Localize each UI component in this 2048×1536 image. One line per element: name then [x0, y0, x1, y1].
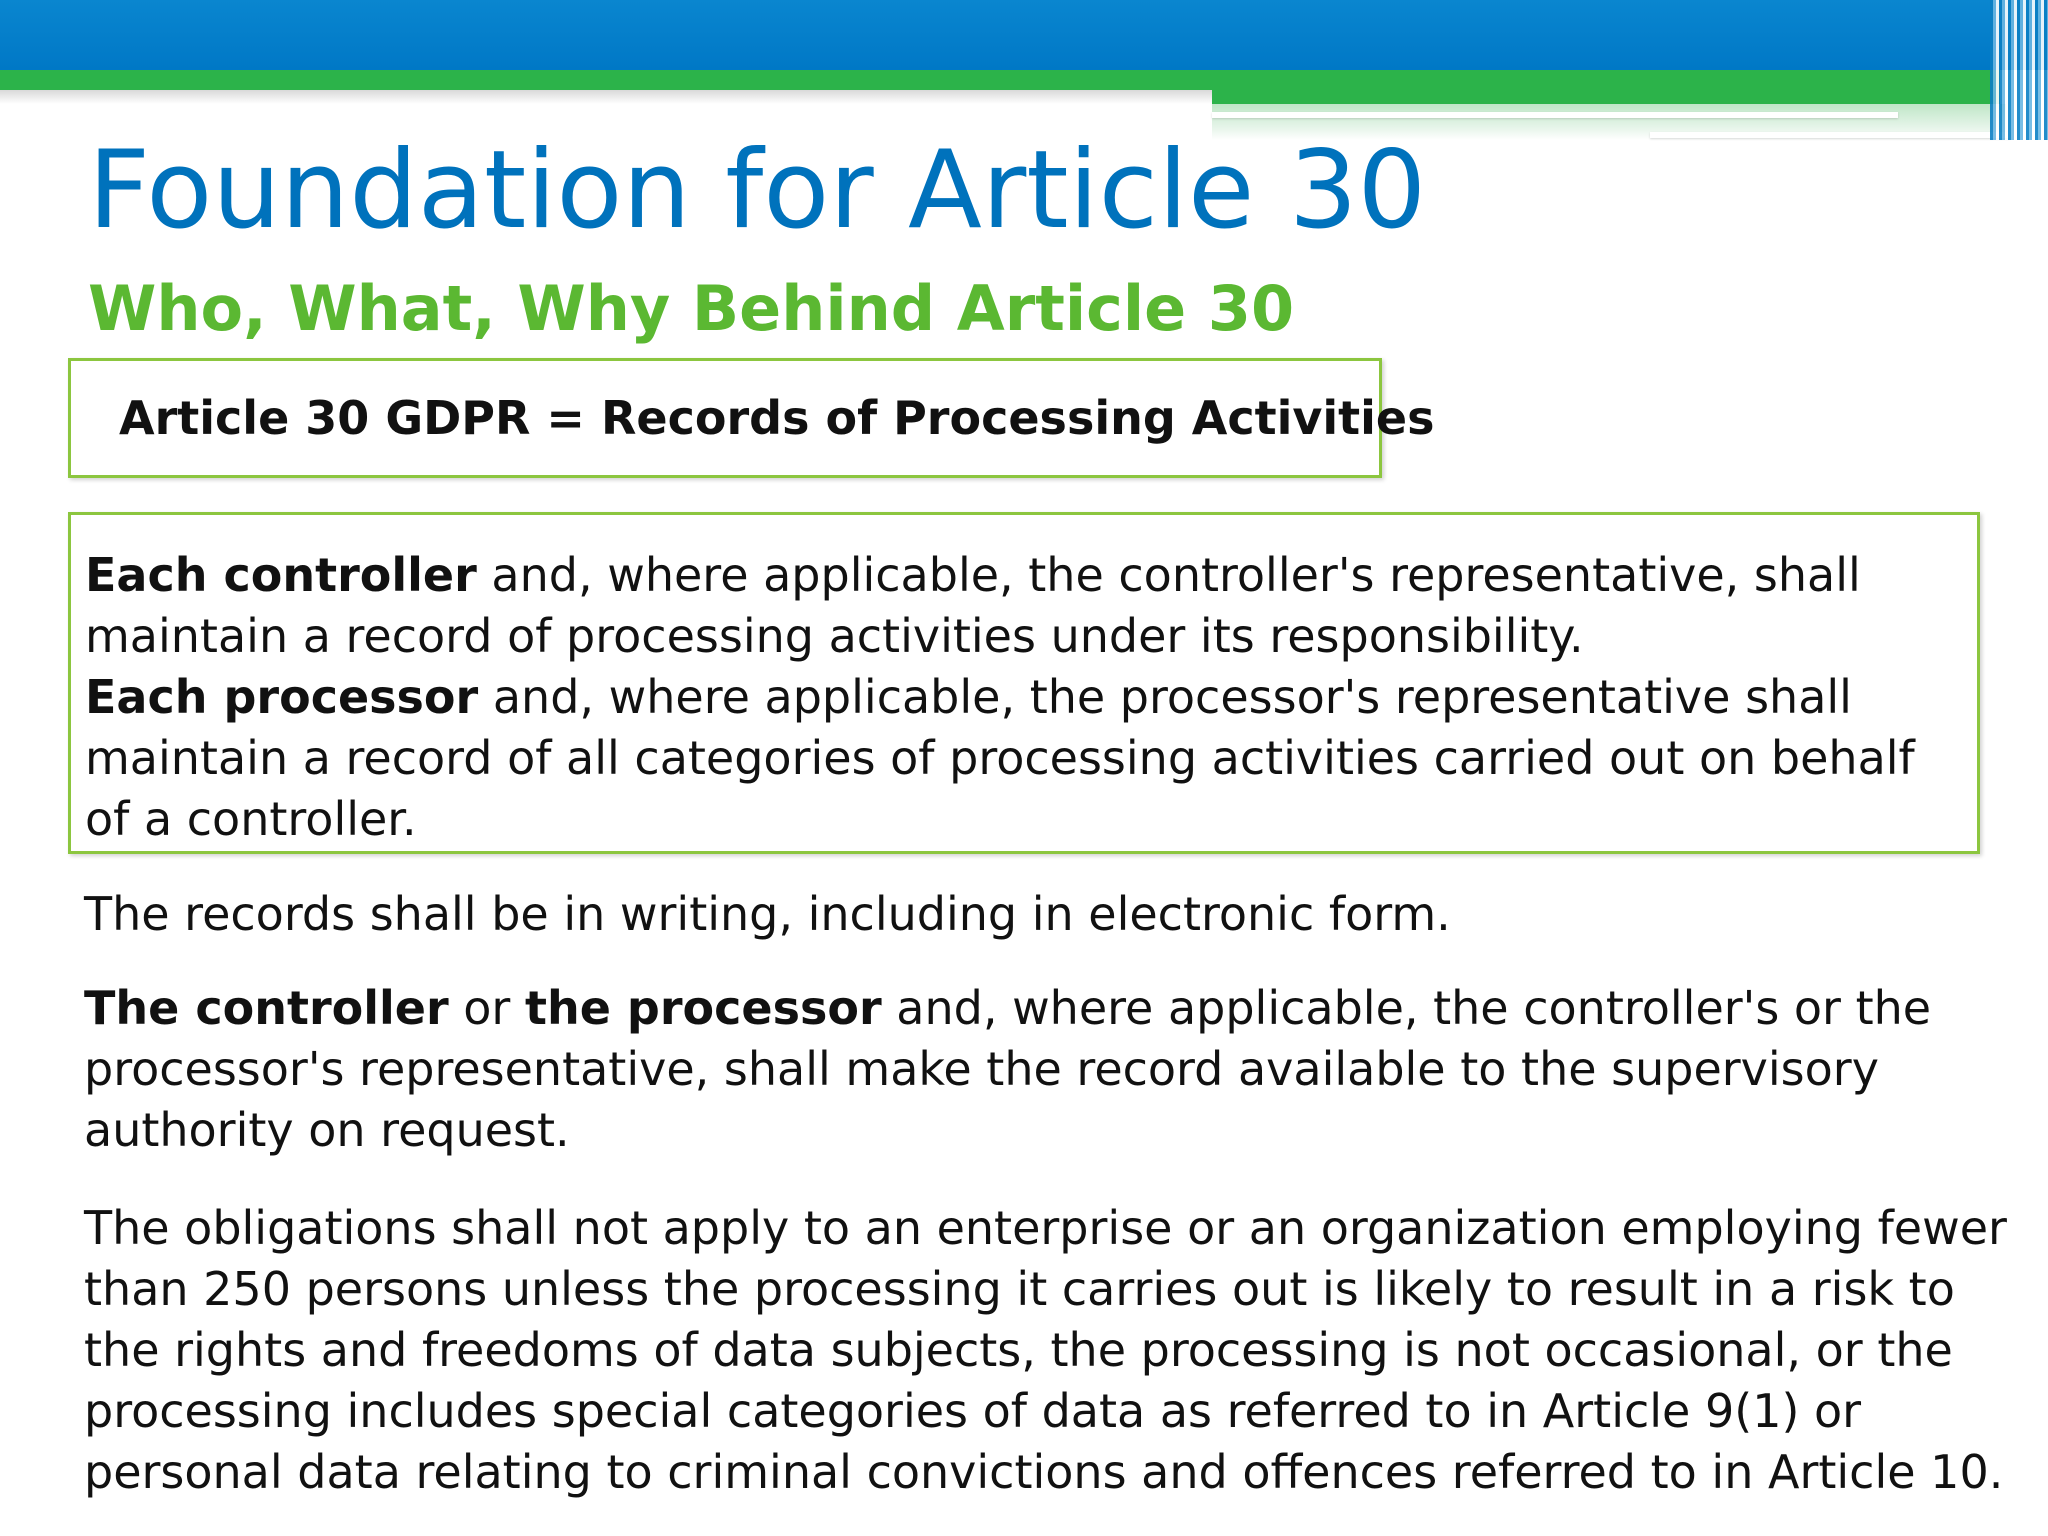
header-rule — [1212, 112, 1898, 118]
slide-title: Foundation for Article 30 — [88, 128, 1427, 253]
slide-subtitle: Who, What, Why Behind Article 30 — [88, 272, 1295, 345]
bold-term: Each processor — [85, 670, 479, 724]
heading-box — [68, 358, 1435, 478]
paragraph-text: and, where applicable, the controller's or the processor's representative, shall make the record available to the supervisory authority on request. — [84, 981, 1932, 1157]
header-stripes — [1990, 0, 2048, 140]
bold-term: Each controller — [85, 548, 477, 602]
header-band-green — [0, 70, 2000, 90]
records-paragraph: The records shall be in writing, including in electronic form. — [84, 887, 1451, 941]
paragraph-text: and, where applicable, the processor's representative shall maintain a record of all categories of processing activities carried out on behalf of a controller. — [85, 670, 1915, 846]
paragraph-text: or — [448, 981, 525, 1035]
heading-box-text: Article 30 GDPR = Records of Processing Activities — [119, 391, 1435, 445]
header-band-shadow — [0, 90, 1212, 104]
header-band-blue — [0, 0, 2048, 70]
processor-paragraph — [85, 667, 1965, 850]
availability-paragraph — [84, 978, 2024, 1161]
controller-paragraph — [85, 545, 1965, 667]
bold-term: the processor — [524, 981, 882, 1035]
paragraph-text: and, where applicable, the controller's representative, shall maintain a record of processing activities under its responsibility. — [85, 548, 1861, 663]
definition-box — [68, 512, 1980, 854]
header-rule — [1650, 132, 2010, 138]
exemption-paragraph: The obligations shall not apply to an enterprise or an organization employing fewer than 250 persons unless the processing it carries out is likely to result in a risk to the rights and freedoms of data subjects, the processing is not occasional, or the processing includes special categories of data as referred to in Article 9(1) or personal data relating to criminal convictions and offences referred to in Article 10. — [84, 1201, 2007, 1499]
bold-term: The controller — [84, 981, 449, 1035]
